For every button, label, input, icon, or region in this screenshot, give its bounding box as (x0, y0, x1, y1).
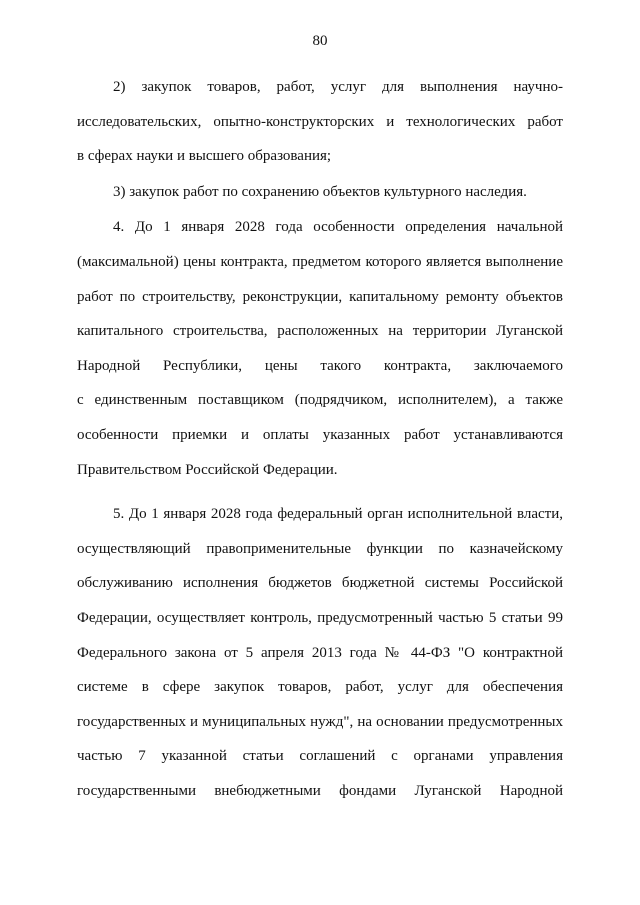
paragraph-3-line-3: работ по строительству, реконструкции, капитальному ремонту объектов (77, 288, 563, 305)
paragraph-4-line-9: государственными внебюджетными фондами Луганской Народной (77, 782, 563, 799)
paragraph-4-line-5: Федерального закона от 5 апреля 2013 года № 44-ФЗ "О контрактной (77, 644, 563, 661)
paragraph-1-line-1: 2) закупок товаров, работ, услуг для выполнения научно- (113, 79, 563, 95)
paragraph-3-line-7: особенности приемки и оплаты указанных работ устанавливаются (77, 426, 563, 443)
paragraph-1-line-2: исследовательских, опытно-конструкторских и технологических работ (77, 113, 563, 130)
paragraph-4-line-2: осуществляющий правоприменительные функции по казначейскому (77, 540, 563, 557)
paragraph-4-line-1: 5. До 1 января 2028 года федеральный орган исполнительной власти, (113, 506, 563, 523)
paragraph-3-line-6: с единственным поставщиком (подрядчиком, исполнителем), а также (77, 392, 563, 409)
paragraph-3-line-4: капитального строительства, расположенных на территории Луганской (77, 323, 563, 340)
paragraph-3-line-2: (максимальной) цены контракта, предметом которого является выполнение (77, 253, 563, 270)
paragraph-4-line-4: Федерации, осуществляет контроль, предусмотренный частью 5 статьи 99 (77, 609, 563, 626)
paragraph-4-line-3: обслуживанию исполнения бюджетов бюджетной системы Российской (77, 575, 563, 592)
paragraph-2-line-1: 3) закупок работ по сохранению объектов культурного наследия. (113, 183, 527, 200)
paragraph-4-line-8: частью 7 указанной статьи соглашений с органами управления (77, 748, 563, 765)
body-text (77, 70, 563, 808)
paragraph-4-line-6: системе в сфере закупок товаров, работ, услуг для обеспечения (77, 679, 563, 696)
paragraph-3-line-8: Правительством Российской Федерации. (77, 461, 338, 478)
paragraph-4-line-7: государственных и муниципальных нужд", на основании предусмотренных (77, 713, 563, 730)
paragraph-3-line-1: 4. До 1 января 2028 года особенности определения начальной (113, 219, 563, 236)
paragraph-3-line-5: Народной Республики, цены такого контракта, заключаемого (77, 357, 563, 374)
page-number: 80 (312, 33, 328, 49)
paragraph-1-line-3: в сферах науки и высшего образования; (77, 148, 332, 165)
